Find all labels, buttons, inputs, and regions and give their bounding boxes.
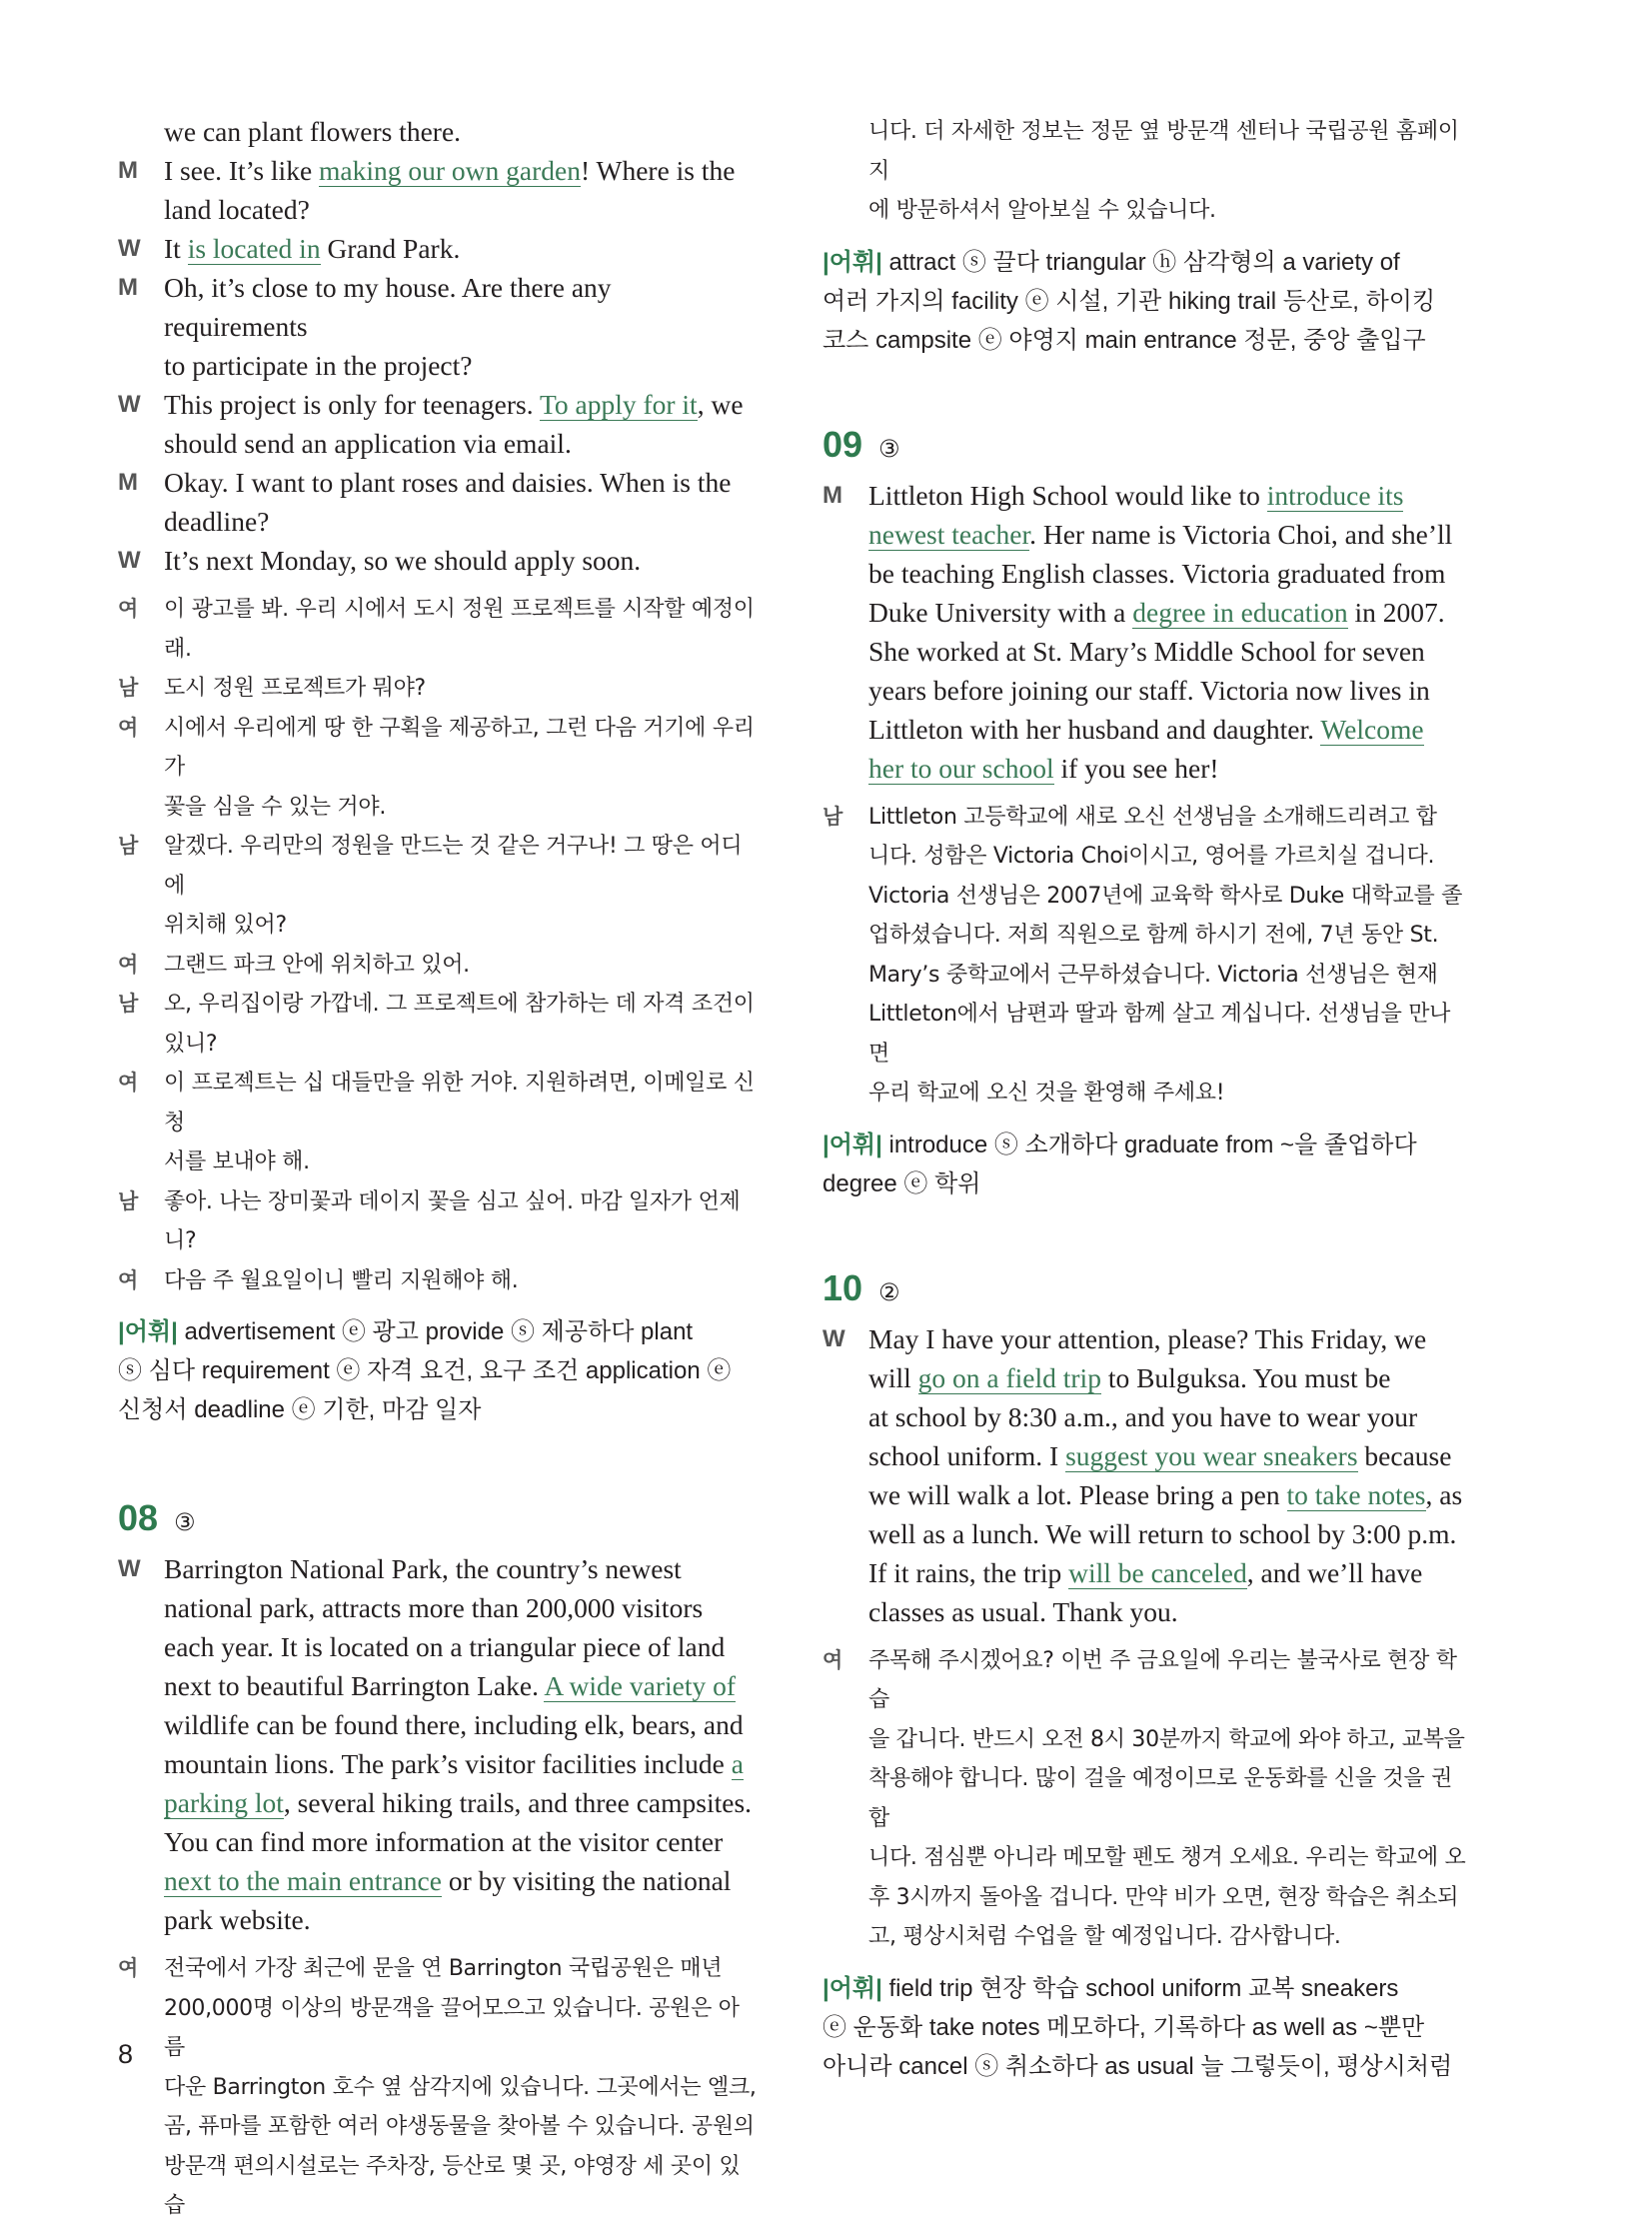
translation-line: 다운 Barrington 호수 옆 삼각지에 있습니다. 그곳에서는 엘크,: [164, 2074, 757, 2100]
speaker-label: M: [823, 481, 842, 509]
script-text: to Bulguksa. You must be: [1100, 1361, 1391, 1393]
highlighted-phrase: will be canceled: [1068, 1556, 1247, 1588]
translation-line: [118, 590, 758, 630]
highlighted-phrase: degree in education: [1132, 596, 1348, 628]
translation-line: [118, 1949, 758, 1989]
translation-text: 주목해 주시겠어요? 이번 주 금요일에 우리는 불국사로 현장 학습: [868, 1647, 1457, 1712]
translation-line: 우리 학교에 오신 것을 환영해 주세요!: [868, 1081, 1225, 1106]
translation-line: 고, 평상시처럼 수업을 할 예정입니다. 감사합니다.: [868, 1924, 1341, 1949]
dialogue-text: I see. It’s like: [164, 155, 320, 186]
script-line: [823, 1358, 1467, 1397]
highlighted-phrase: is located in: [187, 233, 321, 264]
dialogue-line: [118, 424, 758, 463]
script-text: be teaching English classes. Victoria graduated from: [868, 557, 1446, 589]
translation-text: 오, 우리집이랑 가깝네. 그 프로젝트에 참가하는 데 자격 조건이: [164, 992, 755, 1017]
translation-text: 알겠다. 우리만의 정원을 만드는 것 같은 거구나! 그 땅은 어디에: [164, 834, 743, 899]
dialogue-line: [118, 268, 758, 346]
dialogue-line: [118, 385, 758, 424]
q08-vocabulary: [823, 243, 1467, 360]
dialogue-text: to participate in the project?: [164, 350, 473, 381]
question-number: 08: [118, 1497, 159, 1538]
vocab-line: 신청서 deadline ⓔ 기한, 마감 일자: [118, 1396, 482, 1423]
right-column: [823, 112, 1467, 2086]
script-line: [118, 1666, 758, 1705]
script-line: [823, 749, 1467, 788]
translation-line: [823, 798, 1467, 838]
vocab-line: degree ⓔ 학위: [823, 1169, 981, 1197]
translation-text: 다음 주 월요일이니 빨리 지원해야 해.: [164, 1267, 519, 1293]
script-text: Duke University with a: [868, 596, 1133, 628]
script-line: [823, 1436, 1467, 1475]
vocab-line: 여러 가지의 facility ⓔ 시설, 기관 hiking trail 등산로, 하이킹: [823, 287, 1436, 315]
vocab-label: |어휘|: [823, 1974, 882, 2002]
highlighted-phrase: her to our school: [868, 752, 1054, 784]
dialogue-line: [118, 190, 758, 229]
script-text: each year. It is located on a triangular piece of land: [164, 1631, 726, 1662]
script-line: [118, 1705, 758, 1744]
highlighted-phrase: making our own garden: [319, 155, 581, 186]
q09-header: [823, 424, 1467, 466]
q08-script: [118, 1549, 758, 1939]
vocab-label: |어휘|: [118, 1318, 178, 1345]
dialogue-text: we can plant flowers there.: [164, 116, 462, 147]
translation-text: 전국에서 가장 최근에 문을 연 Barrington 국립공원은 매년: [164, 1956, 723, 1981]
translation-text: Littleton 고등학교에 새로 오신 선생님을 소개해드리려고 합: [868, 804, 1437, 830]
dialogue-text: , we: [697, 389, 744, 420]
translation-line: [118, 788, 758, 828]
highlighted-phrase: parking lot: [164, 1787, 284, 1818]
q10-header: [823, 1267, 1467, 1309]
script-text: or by visiting the national: [441, 1865, 732, 1896]
translation-line: [118, 1182, 758, 1261]
translation-line: 니다. 성함은 Victoria Choi이시고, 영어를 가르치실 겁니다.: [868, 844, 1435, 869]
script-line: [823, 1397, 1467, 1436]
translation-line: [118, 669, 758, 709]
translation-line: [118, 630, 758, 670]
vocab-line: ⓔ 운동화 take notes 메모하다, 기록하다 as well as ~뿐만: [823, 2013, 1425, 2041]
translation-line: [118, 985, 758, 1025]
script-text: well as a lunch. We will return to school by 3:00 p.m.: [868, 1517, 1457, 1549]
script-text: school uniform. I: [868, 1439, 1066, 1471]
answer-mark: ③: [174, 1508, 196, 1536]
translation-line: [118, 906, 758, 946]
script-text: , as: [1425, 1478, 1463, 1510]
q09-translation: [823, 798, 1467, 1113]
answer-mark: ③: [878, 434, 900, 463]
script-line: [823, 1319, 1467, 1358]
q10-translation: [823, 1641, 1467, 1957]
highlighted-phrase: to take notes: [1286, 1478, 1426, 1510]
script-line: [118, 1588, 758, 1627]
dialogue-text: deadline?: [164, 506, 270, 537]
script-line: [118, 1783, 758, 1822]
vocab-line: [823, 1125, 1467, 1164]
script-text: classes as usual. Thank you.: [868, 1595, 1178, 1627]
question-number: 10: [823, 1266, 863, 1308]
translation-line: Littleton에서 남편과 딸과 함께 살고 계십니다. 선생님을 만나면: [868, 1002, 1451, 1067]
script-line: [823, 476, 1467, 515]
translation-text: 꽃을 심을 수 있는 거야.: [164, 794, 387, 820]
speaker-label: W: [118, 235, 141, 262]
translation-line: 방문객 편의시설로는 주차장, 등산로 몇 곳, 야영장 세 곳이 있습: [164, 2153, 741, 2218]
dialogue-text: It: [164, 233, 188, 264]
speaker-label: 여: [118, 715, 138, 740]
script-text: . Her name is Victoria Choi, and she’ll: [1029, 518, 1453, 550]
speaker-label: 여: [118, 1267, 138, 1292]
highlighted-phrase: go on a field trip: [917, 1361, 1101, 1393]
translation-text: 서를 보내야 해.: [164, 1149, 310, 1174]
speaker-label: W: [118, 391, 141, 418]
script-text: years before joining our staff. Victoria now lives in: [868, 674, 1430, 706]
speaker-label: 남: [118, 676, 138, 700]
script-line: [118, 1900, 758, 1939]
translation-line: 착용해야 합니다. 많이 걸을 예정이므로 운동화를 신을 것을 권합: [868, 1766, 1453, 1831]
vocab-line: [823, 1969, 1467, 2008]
speaker-label: 남: [823, 804, 842, 829]
translation-line: 에 방문하셔서 알아보실 수 있습니다.: [868, 198, 1216, 223]
speaker-label: W: [823, 1324, 845, 1352]
translation-text: 이 광고를 봐. 우리 시에서 도시 정원 프로젝트를 시작할 예정이: [164, 597, 755, 622]
script-text: Barrington National Park, the country’s newest: [164, 1553, 682, 1584]
q07-vocabulary: [118, 1312, 758, 1429]
translation-text: 있니?: [164, 1031, 218, 1057]
vocab-text: attract ⓢ 끌다 triangular ⓗ 삼각형의 a variety of: [881, 248, 1400, 276]
speaker-label: 여: [823, 1647, 842, 1672]
translation-line: [118, 1261, 758, 1301]
vocab-line: ⓢ 심다 requirement ⓔ 자격 요건, 요구 조건 application ⓔ: [118, 1357, 732, 1384]
script-text: park website.: [164, 1904, 311, 1935]
script-line: [118, 1549, 758, 1588]
left-column: [118, 112, 758, 2226]
highlighted-phrase: suggest you wear sneakers: [1065, 1439, 1358, 1471]
dialogue-line: [118, 346, 758, 385]
script-line: [823, 554, 1467, 593]
translation-text: 위치해 있어?: [164, 913, 287, 938]
speaker-label: 남: [118, 992, 138, 1016]
script-line: [118, 1744, 758, 1783]
vocab-label: |어휘|: [823, 248, 882, 276]
dialogue-line: [118, 502, 758, 541]
dialogue-text: ! Where is the: [580, 155, 736, 186]
script-line: [823, 1475, 1467, 1514]
translation-line: 니다. 점심뿐 아니라 메모할 펜도 챙겨 오세요. 우리는 학교에 오: [868, 1845, 1466, 1870]
dialogue-text: Grand Park.: [320, 233, 461, 264]
translation-line: 업하셨습니다. 저희 직원으로 함께 하시기 전에, 7년 동안 St.: [868, 923, 1439, 948]
translation-line: [118, 709, 758, 788]
vocab-line: 아니라 cancel ⓢ 취소하다 as usual 늘 그렇듯이, 평상시처럼: [823, 2052, 1453, 2080]
speaker-label: W: [118, 547, 141, 574]
script-text: You can find more information at the visitor center: [164, 1826, 724, 1857]
script-text: at school by 8:30 a.m., and you have to wear your: [868, 1400, 1418, 1432]
highlighted-phrase: Welcome: [1320, 713, 1424, 745]
script-text: national park, attracts more than 200,000 visitors: [164, 1592, 704, 1623]
script-text: in 2007.: [1347, 596, 1445, 628]
speaker-label: W: [118, 1555, 141, 1582]
script-line: [118, 1627, 758, 1666]
dialogue-line: [118, 229, 758, 268]
translation-line: 곰, 퓨마를 포함한 여러 야생동물을 찾아볼 수 있습니다. 공원의: [164, 2114, 755, 2139]
vocab-text: introduce ⓢ 소개하다 graduate from ~을 졸업하다: [881, 1130, 1417, 1158]
highlighted-phrase: a: [731, 1748, 744, 1779]
translation-text: 도시 정원 프로젝트가 뭐야?: [164, 676, 426, 701]
highlighted-phrase: next to the main entrance: [164, 1865, 442, 1896]
q09-vocabulary: [823, 1125, 1467, 1203]
highlighted-phrase: A wide variety of: [544, 1670, 737, 1701]
script-text: , and we’ll have: [1246, 1556, 1423, 1588]
translation-line: Mary’s 중학교에서 근무하셨습니다. Victoria 선생님은 현재: [868, 962, 1438, 988]
q07-translation: [118, 590, 758, 1300]
translation-line: [118, 1142, 758, 1182]
page-number: 8: [118, 2039, 134, 2069]
q08-translation: [118, 1949, 758, 2226]
script-text: will: [868, 1361, 918, 1393]
translation-line: [823, 1641, 1467, 1720]
vocab-line: [823, 243, 1467, 282]
dialogue-text: should send an application via email.: [164, 428, 572, 459]
speaker-label: 여: [118, 597, 138, 621]
script-line: [823, 1514, 1467, 1553]
q09-script: [823, 476, 1467, 788]
translation-text: 이 프로젝트는 십 대들만을 위한 거야. 지원하려면, 이메일로 신청: [164, 1071, 755, 1135]
speaker-label: M: [118, 274, 138, 301]
speaker-label: 남: [118, 1188, 138, 1213]
script-line: [823, 710, 1467, 749]
q07-dialogue: [118, 112, 758, 580]
script-line: [823, 515, 1467, 554]
script-text: wildlife can be found there, including elk, bears, and: [164, 1709, 744, 1740]
translation-line: 200,000명 이상의 방문객을 끌어모으고 있습니다. 공원은 아름: [164, 1995, 740, 2060]
script-text: we will walk a lot. Please bring a pen: [868, 1478, 1287, 1510]
script-line: [118, 1861, 758, 1900]
dialogue-text: land located?: [164, 194, 310, 225]
script-text: May I have your attention, please? This Friday, we: [868, 1322, 1427, 1354]
vocab-text: advertisement ⓔ 광고 provide ⓢ 제공하다 plant: [177, 1318, 694, 1345]
highlighted-phrase: newest teacher: [868, 518, 1030, 550]
script-line: [823, 632, 1467, 671]
script-text: Littleton with her husband and daughter.: [868, 713, 1321, 745]
q10-vocabulary: [823, 1969, 1467, 2086]
script-line: [823, 1553, 1467, 1592]
script-text: mountain lions. The park’s visitor facilities include: [164, 1748, 732, 1779]
dialogue-line: [118, 151, 758, 190]
speaker-label: 여: [118, 1071, 138, 1095]
script-text: , several hiking trails, and three campsites.: [283, 1787, 753, 1818]
translation-line: [118, 827, 758, 906]
dialogue-line: [118, 541, 758, 580]
answer-mark: ②: [878, 1277, 900, 1306]
translation-text: 래.: [164, 636, 192, 662]
q10-script: [823, 1319, 1467, 1631]
script-text: if you see her!: [1053, 752, 1219, 784]
script-text: Littleton High School would like to: [868, 479, 1267, 511]
translation-line: [118, 1025, 758, 1065]
translation-line: [118, 1064, 758, 1142]
q08-header: [118, 1497, 758, 1539]
speaker-label: 여: [118, 952, 138, 977]
script-line: [118, 1822, 758, 1861]
vocab-line: [118, 1312, 758, 1351]
vocab-label: |어휘|: [823, 1130, 882, 1158]
translation-line: 을 갑니다. 반드시 오전 8시 30분까지 학교에 와야 하고, 교복을: [868, 1726, 1465, 1752]
script-line: [823, 593, 1467, 632]
dialogue-text: It’s next Monday, so we should apply soon.: [164, 545, 642, 576]
speaker-label: M: [118, 157, 138, 184]
translation-line: 후 3시까지 돌아올 겁니다. 만약 비가 오면, 현장 학습은 취소되: [868, 1884, 1459, 1910]
vocab-text: field trip 현장 학습 school uniform 교복 sneakers: [881, 1974, 1399, 2002]
script-line: [823, 671, 1467, 710]
translation-line: Victoria 선생님은 2007년에 교육학 학사로 Duke 대학교를 졸: [868, 883, 1463, 909]
translation-line: 니다. 더 자세한 정보는 정문 옆 방문객 센터나 국립공원 홈페이지: [868, 119, 1459, 184]
translation-line: [118, 946, 758, 986]
dialogue-text: Okay. I want to plant roses and daisies. When is the: [164, 467, 732, 498]
highlighted-phrase: introduce its: [1266, 479, 1404, 511]
script-text: If it rains, the trip: [868, 1556, 1069, 1588]
dialogue-text: This project is only for teenagers.: [164, 389, 540, 420]
translation-text: 그랜드 파크 안에 위치하고 있어.: [164, 952, 470, 978]
translation-text: 좋아. 나는 장미꽃과 데이지 꽃을 심고 싶어. 마감 일자가 언제니?: [164, 1188, 741, 1253]
script-line: [823, 1592, 1467, 1631]
script-text: She worked at St. Mary’s Middle School for seven: [868, 635, 1425, 667]
dialogue-text: Oh, it’s close to my house. Are there any requirements: [164, 272, 612, 342]
speaker-label: 남: [118, 834, 138, 858]
script-text: because: [1357, 1439, 1452, 1471]
speaker-label: M: [118, 469, 138, 496]
translation-text: 시에서 우리에게 땅 한 구획을 제공하고, 그런 다음 거기에 우리가: [164, 715, 755, 780]
dialogue-line: [118, 463, 758, 502]
dialogue-line: [118, 112, 758, 151]
q08-translation-continued: [823, 112, 1467, 231]
question-number: 09: [823, 423, 863, 465]
speaker-label: 여: [118, 1956, 138, 1980]
script-text: next to beautiful Barrington Lake.: [164, 1670, 545, 1701]
vocab-line: 코스 campsite ⓔ 야영지 main entrance 정문, 중앙 출입구: [823, 326, 1426, 354]
highlighted-phrase: To apply for it: [540, 389, 698, 420]
